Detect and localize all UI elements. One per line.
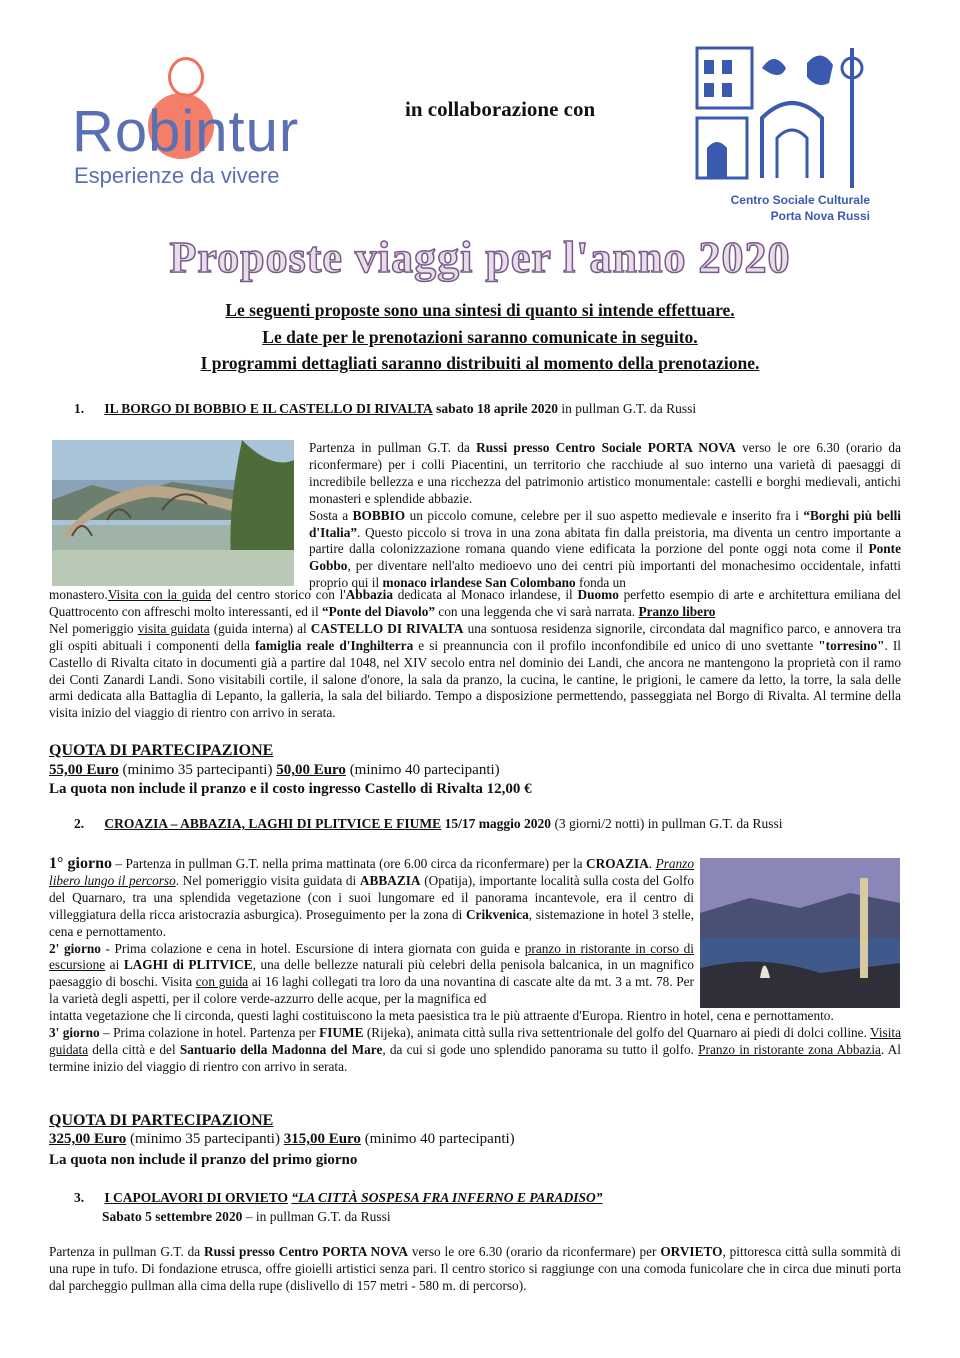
section-2-heading bbox=[74, 816, 783, 832]
section-2-day1-2-block: 1° giorno – Partenza in pullman G.T. nella prima mattinata (ore 6.00 circa da riconfermare) per la CROAZIA. Pranzo libero lungo il percorso. Nel pomeriggio visita guidata di ABBAZIA (Opatija), importante località sulla costa del Golfo del Quarnaro, tra una splendida vegetazione (con i suoi lungomare ed il panorama incantevole, era il centro di villeggiatura della ricca aristocrazia asburgica). Proseguimento per la zona di Crikvenica, sistemazione in hotel 3 stelle, cena e pernottamento. 2' giorno - Prima colazione e cena in hotel. Escursione di intera giornata con guida e pranzo in ristorante in corso di escursione ai LAGHI di PLITVICE, una delle bellezze naturali più celebri della penisola balcanica, in un magnifico paesaggio di boschi. Visita con guida ai 16 laghi collegati tra loro da una novantina di cascate alte da mt. 3 a mt. 78. Per la varietà degli aspetti, per il colore verde-azzurro delle acque, per la magnifica ed bbox=[49, 855, 695, 1007]
intro-line-1: Le seguenti proposte sono una sintesi di quanto si intende effettuare. bbox=[225, 300, 735, 320]
price-min35-note: (minimo 35 partecipanti) bbox=[122, 762, 273, 778]
section-title: I CAPOLAVORI DI ORVIETO bbox=[104, 1190, 289, 1205]
partner-name bbox=[710, 192, 870, 224]
section-number: 1. bbox=[74, 401, 85, 416]
collaboration-text: in collaborazione con bbox=[405, 97, 596, 121]
section-1-body: monastero.Visita con la guida del centro storico con l'Abbazia dedicata al Monaco irlandese, il Duomo perfetto esempio di arte e architettura emiliana del Quattrocento con affreschi molto interessanti, ed il “Ponte del Diavolo” con una leggenda che vi sarà narrata. Pranzo libero Nel pomeriggio visita guidata (guida interna) al CASTELLO DI RIVALTA una sontuosa residenza signorile, circondata dal magnifico parco, e annovera tra gli ospiti abituali i componenti della famiglia reale d'Inghilterra e si preannuncia con il profilo inconfondibile ed unico di uno svettante "torresino". Il Castello di Rivalta citato in documenti già a partire dal 1048, nel XIV secolo entra nel dominio dei Landi, che ancora ne mantengono la proprietà con il ramo dei Conti Zanardi Landi. Sono visitabili cortile, il salone d'onore, la sala da pranzo, la cucina, le cantine, le prigioni, le camere da letto, la torre, la sala delle armi dedicata alla Battaglia di Lepanto, la galleria, la sala del biliardo. Tempo a disposizione permettendo, passeggiata nel Borgo di Rivalta. Al termine della visita inizio del viaggio di rientro con arrivo in serata. bbox=[49, 587, 901, 721]
logo-ring bbox=[168, 57, 204, 97]
section-transport: (3 giorni/2 notti) in pullman G.T. da Russi bbox=[554, 816, 783, 831]
section-1-quota-heading: QUOTA DI PARTECIPAZIONE bbox=[49, 742, 274, 759]
partner-logo-illustration bbox=[692, 38, 882, 193]
section-2-body: intatta vegetazione che li circonda, questi laghi costituiscono la meta paesistica tra le più attraente d'Europa. Rientro in hotel, cena e pernottamento. 3' giorno – Prima colazione in hotel. Partenza per FIUME (Rijeka), animata città sulla riva settentrionale del golfo del Quarnaro ai piedi di dolci colline. Visita guidata della città e del Santuario della Madonna del Mare, da cui si gode uno splendido panorama su tutto il golfo. Pranzo in ristorante zona Abbazia. Al termine inizio del viaggio di rientro con arrivo in serata. bbox=[49, 1008, 902, 1074]
price-min35-note: (minimo 35 partecipanti) bbox=[129, 1131, 280, 1147]
section-3-date-line bbox=[102, 1209, 391, 1225]
section-transport: – in pullman G.T. da Russi bbox=[245, 1209, 391, 1224]
price-min35: 55,00 Euro bbox=[49, 762, 119, 778]
price-min40-note: (minimo 40 partecipanti) bbox=[349, 762, 500, 778]
intro-line-2: Le date per le prenotazioni saranno comunicate in seguito. bbox=[262, 327, 698, 347]
robintur-logo bbox=[72, 55, 332, 195]
section-number: 3. bbox=[74, 1190, 85, 1205]
logo-tagline: Esperienze da vivere bbox=[74, 163, 280, 188]
section-3-heading bbox=[74, 1190, 603, 1206]
price-min40-note: (minimo 40 partecipanti) bbox=[364, 1131, 515, 1147]
croatia-coast-photo bbox=[700, 858, 900, 1008]
section-title: IL BORGO DI BOBBIO E IL CASTELLO DI RIVALTA bbox=[104, 401, 433, 416]
section-3-body: Partenza in pullman G.T. da Russi presso Centro PORTA NOVA verso le ore 6.30 (orario da riconfermare) per ORVIETO, pittoresca città sulla sommità di una rupe in tufo. Di fondazione etrusca, offre gioielli artistici senza pari. Il centro storico si raggiunge con una comoda funicolare che in circa due minuti porta dal parcheggio pullman alla cima della rupe (dislivello di 157 metri - 580 m. di percorso). bbox=[49, 1244, 902, 1293]
page-title: Proposte viaggi per l'anno 2020 bbox=[169, 233, 791, 282]
partner-name-line1: Centro Sociale Culturale bbox=[730, 193, 870, 207]
section-1-heading bbox=[74, 401, 696, 417]
section-2-prices bbox=[49, 1130, 515, 1149]
section-title: CROAZIA – ABBAZIA, LAGHI DI PLITVICE E FIUME bbox=[104, 816, 442, 831]
section-1-excludes: La quota non include il pranzo e il costo ingresso Castello di Rivalta 12,00 € bbox=[49, 781, 532, 797]
section-number: 2. bbox=[74, 816, 85, 831]
section-1-prices bbox=[49, 761, 500, 780]
section-subtitle: “LA CITTÀ SOSPESA FRA INFERNO E PARADISO” bbox=[291, 1190, 603, 1205]
price-min40: 50,00 Euro bbox=[276, 762, 346, 778]
section-2-excludes: La quota non include il pranzo del primo giorno bbox=[49, 1152, 358, 1168]
logo-name: Robintur bbox=[72, 99, 300, 164]
price-min35: 325,00 Euro bbox=[49, 1131, 127, 1147]
intro-line-3: I programmi dettagliati saranno distribuiti al momento della prenotazione. bbox=[200, 353, 760, 373]
section-1-intro-block: Partenza in pullman G.T. da Russi presso Centro Sociale PORTA NOVA verso le ore 6.30 (orario da riconfermare) per i colli Piacentini, un territorio che racchiude al suo interno una varietà di paesaggi di incredibile bellezza e una ricchezza del patrimonio artistico monumentale: castelli e borghi medievali, antichi monasteri e splendide abbazie. Sosta a BOBBIO un piccolo comune, celebre per il suo aspetto medievale e inserito fra i “Borghi più belli d'Italia”. Questo piccolo si trova in una zona abitata fin dalla preistoria, ma diventa un centro importante a partire dalla colonizzazione romana quando viene edificata la porzione del ponte oggi nota come il Ponte Gobbo, per diventare nell'alto medioevo uno dei centri più importanti del monachesimo occidentale, infatti proprio qui il monaco irlandese San Colombano fonda un bbox=[309, 440, 901, 591]
section-date: sabato 18 aprile 2020 bbox=[436, 401, 559, 416]
bobbio-bridge-photo bbox=[52, 440, 294, 586]
section-date: Sabato 5 settembre 2020 bbox=[102, 1209, 243, 1224]
section-2-quota-heading: QUOTA DI PARTECIPAZIONE bbox=[49, 1112, 274, 1129]
price-min40: 315,00 Euro bbox=[283, 1131, 361, 1147]
section-date: 15/17 maggio 2020 bbox=[444, 816, 552, 831]
section-transport: in pullman G.T. da Russi bbox=[561, 401, 697, 416]
partner-name-line2: Porta Nova Russi bbox=[770, 209, 870, 223]
